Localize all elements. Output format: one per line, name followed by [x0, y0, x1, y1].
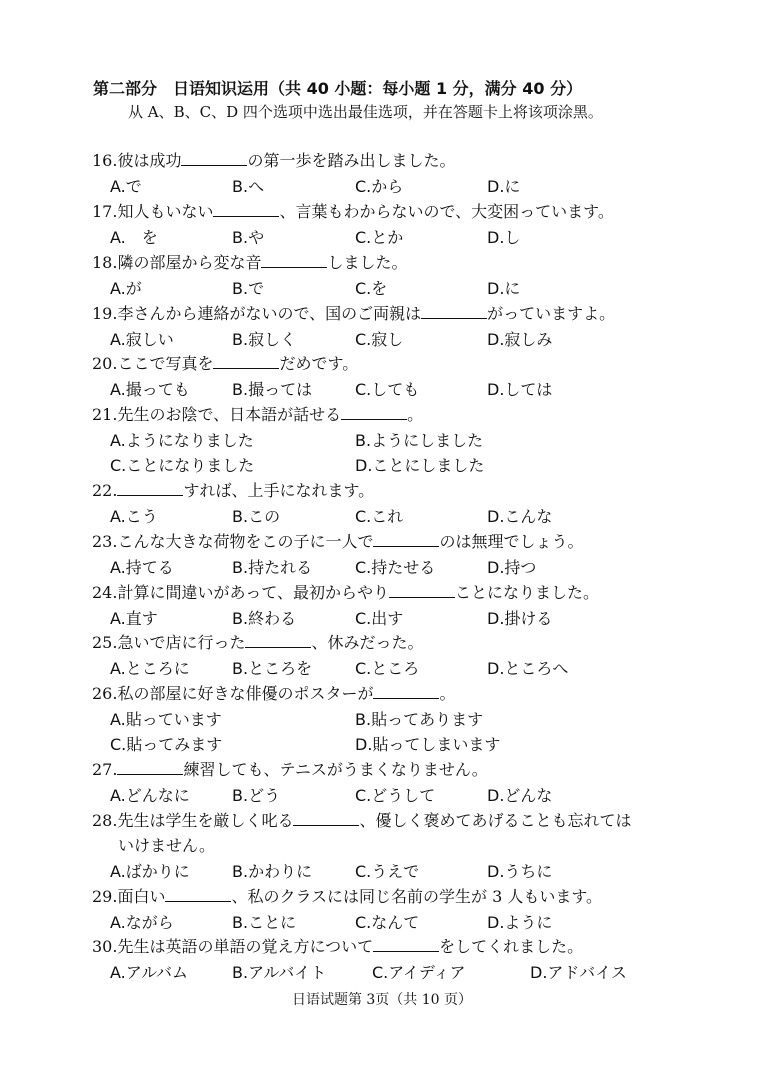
answer-blank [373, 937, 439, 952]
question-stem [92, 480, 374, 502]
question-number: 30. [92, 937, 118, 956]
question-21 [0, 404, 764, 475]
question-18 [0, 252, 764, 304]
stem-after-blank: をしてくれました。 [439, 937, 584, 956]
answer-blank [213, 202, 279, 217]
answer-blank [421, 304, 487, 319]
question-stem [92, 531, 583, 553]
question-22 [0, 480, 764, 532]
stem-before-blank: 先生は英語の単語の覚え方について [117, 937, 374, 956]
question-number: 16. [92, 151, 118, 170]
option-a: A.アルバム [110, 963, 188, 982]
stem-after-blank: のは無理でしょう。 [439, 532, 584, 551]
question-stem [92, 150, 455, 172]
stem-before-blank: 計算に間違いがあって、最初からやり [117, 583, 389, 602]
question-16 [0, 150, 764, 202]
question-stem [92, 683, 455, 705]
option-b: B.や [232, 228, 265, 247]
question-number: 29. [92, 887, 118, 906]
option-c: C.持たせる [355, 558, 436, 577]
option-d: D.どんな [487, 786, 553, 805]
option-a: A.が [110, 279, 142, 298]
answer-blank [373, 532, 439, 547]
option-a: A.ながら [110, 913, 174, 932]
question-number: 22. [92, 481, 118, 500]
option-d: D.持つ [487, 558, 537, 577]
stem-before-blank: ここで写真を [117, 354, 214, 373]
option-a: A.撮っても [110, 380, 190, 399]
stem-continuation: いけません。 [118, 836, 215, 855]
question-stem [92, 810, 631, 832]
stem-before-blank: 知人もいない [117, 202, 214, 221]
option-a: A.ようになりました [110, 431, 254, 450]
option-c: C.うえで [355, 862, 420, 881]
question-23 [0, 531, 764, 583]
option-d: D.うちに [487, 862, 553, 881]
option-d: D.ように [487, 913, 553, 932]
option-b: B.ことに [232, 913, 297, 932]
option-c: C.これ [355, 507, 404, 526]
question-stem [92, 936, 583, 958]
stem-before-blank: 面白い [117, 887, 166, 906]
stem-before-blank: 急いで店に行った [117, 633, 246, 652]
question-28 [0, 810, 764, 881]
option-b: B.ところを [232, 659, 313, 678]
option-c: C.なんて [355, 913, 420, 932]
option-b: B.持たれる [232, 558, 313, 577]
option-d: D.ところへ [487, 659, 569, 678]
question-number: 21. [92, 405, 118, 424]
question-number: 17. [92, 202, 118, 221]
option-a: A.貼っています [110, 710, 222, 729]
question-number: 23. [92, 532, 118, 551]
question-stem [92, 201, 614, 223]
stem-after-blank: 、私のクラスには同じ名前の学生が 3 人もいます。 [231, 887, 603, 906]
question-20 [0, 353, 764, 405]
option-d: D.こんな [487, 507, 553, 526]
question-stem [92, 886, 602, 908]
question-stem [92, 582, 599, 604]
option-d: D.貼ってしまいます [355, 735, 501, 754]
stem-after-blank: 、休みだった。 [311, 633, 424, 652]
option-b: B.かわりに [232, 862, 313, 881]
option-b: B.で [232, 279, 265, 298]
question-17 [0, 201, 764, 253]
option-b: B.貼ってあります [355, 710, 484, 729]
option-d: D.ことにしました [355, 456, 485, 475]
option-a: A.どんなに [110, 786, 190, 805]
answer-blank [117, 481, 183, 496]
option-b: B.ようにしました [355, 431, 484, 450]
answer-blank [261, 253, 327, 268]
option-c: C.出す [355, 609, 404, 628]
answer-blank [373, 684, 439, 699]
option-b: B.撮っては [232, 380, 313, 399]
option-b: B.どう [232, 786, 281, 805]
question-number: 20. [92, 354, 118, 373]
option-c: C.アイディア [372, 963, 466, 982]
option-b: B.この [232, 507, 281, 526]
option-c: C.から [355, 177, 404, 196]
stem-before-blank: 私の部屋に好きな俳優のポスターが [117, 684, 374, 703]
stem-before-blank: 隣の部屋から変な音 [117, 253, 262, 272]
question-number: 25. [92, 633, 118, 652]
question-stem [92, 632, 423, 654]
question-stem [92, 303, 615, 325]
option-d: D.に [487, 279, 521, 298]
stem-after-blank: だめです。 [279, 354, 359, 373]
option-a: A. を [110, 228, 158, 247]
option-d: D.アドバイス [530, 963, 627, 982]
question-stem [92, 404, 423, 426]
question-number: 27. [92, 760, 118, 779]
question-number: 18. [92, 253, 118, 272]
option-c: C.寂し [355, 330, 404, 349]
question-number: 24. [92, 583, 118, 602]
option-b: B.終わる [232, 609, 297, 628]
option-d: D.寂しみ [487, 330, 553, 349]
option-c: C.しても [355, 380, 420, 399]
answer-blank [181, 151, 247, 166]
answer-blank [245, 633, 311, 648]
option-a: A.ところに [110, 659, 190, 678]
section-title: 第二部分 日语知识运用（共 40 小题：每小题 1 分，满分 40 分） [93, 79, 583, 98]
option-c: C.貼ってみます [110, 735, 223, 754]
question-stem [92, 252, 407, 274]
option-a: A.持てる [110, 558, 174, 577]
stem-after-blank: がっていますよ。 [487, 304, 616, 323]
stem-after-blank: 練習しても、テニスがうまくなりません。 [183, 760, 488, 779]
question-19 [0, 303, 764, 355]
question-stem [92, 759, 488, 781]
option-d: D.掛ける [487, 609, 553, 628]
option-b: B.寂しく [232, 330, 297, 349]
stem-after-blank: 。 [439, 684, 456, 703]
question-26 [0, 683, 764, 754]
stem-after-blank: ことになりました。 [454, 583, 599, 602]
stem-before-blank: 彼は成功 [117, 151, 182, 170]
option-d: D.に [487, 177, 521, 196]
question-27 [0, 759, 764, 811]
stem-before-blank: 李さんから連絡がないので、国のご両親は [117, 304, 422, 323]
option-a: A.こう [110, 507, 158, 526]
option-c: C.を [355, 279, 388, 298]
option-a: A.ばかりに [110, 862, 190, 881]
stem-after-blank: すれば、上手になれます。 [183, 481, 375, 500]
option-c: C.どうして [355, 786, 436, 805]
option-c: C.とか [355, 228, 404, 247]
page-footer: 日语试题第 3页（共 10 页） [291, 992, 473, 1008]
option-b: B.アルバイト [232, 963, 327, 982]
question-number: 19. [92, 304, 118, 323]
option-a: A.で [110, 177, 142, 196]
question-number: 26. [92, 684, 118, 703]
question-stem [92, 353, 358, 375]
question-30 [0, 936, 764, 988]
question-number: 28. [92, 811, 118, 830]
option-a: A.寂しい [110, 330, 174, 349]
answer-blank [213, 354, 279, 369]
option-b: B.へ [232, 177, 265, 196]
question-24 [0, 582, 764, 634]
option-d: D.し [487, 228, 521, 247]
stem-after-blank: しました。 [327, 253, 408, 272]
question-25 [0, 632, 764, 684]
section-instructions: 从 A、B、C、D 四个选项中选出最佳选项，并在答题卡上将该项涂黑。 [128, 103, 603, 121]
option-c: C.ところ [355, 659, 420, 678]
answer-blank [165, 887, 231, 902]
option-a: A.直す [110, 609, 158, 628]
option-c: C.ことになりました [110, 456, 255, 475]
stem-before-blank: こんな大きな荷物をこの子に一人で [117, 532, 374, 551]
stem-after-blank: 。 [407, 405, 424, 424]
option-d: D.しては [487, 380, 553, 399]
stem-before-blank: 先生は学生を厳しく叱る [117, 811, 294, 830]
stem-after-blank: 、言葉もわからないので、大変困っています。 [279, 202, 614, 221]
answer-blank [293, 811, 359, 826]
answer-blank [389, 583, 455, 598]
question-29 [0, 886, 764, 938]
answer-blank [341, 405, 407, 420]
stem-after-blank: 、優しく褒めてあげることも忘れては [359, 811, 632, 830]
stem-before-blank: 先生のお陰で、日本語が話せる [117, 405, 342, 424]
answer-blank [117, 760, 183, 775]
stem-after-blank: の第一歩を踏み出しました。 [247, 151, 456, 170]
